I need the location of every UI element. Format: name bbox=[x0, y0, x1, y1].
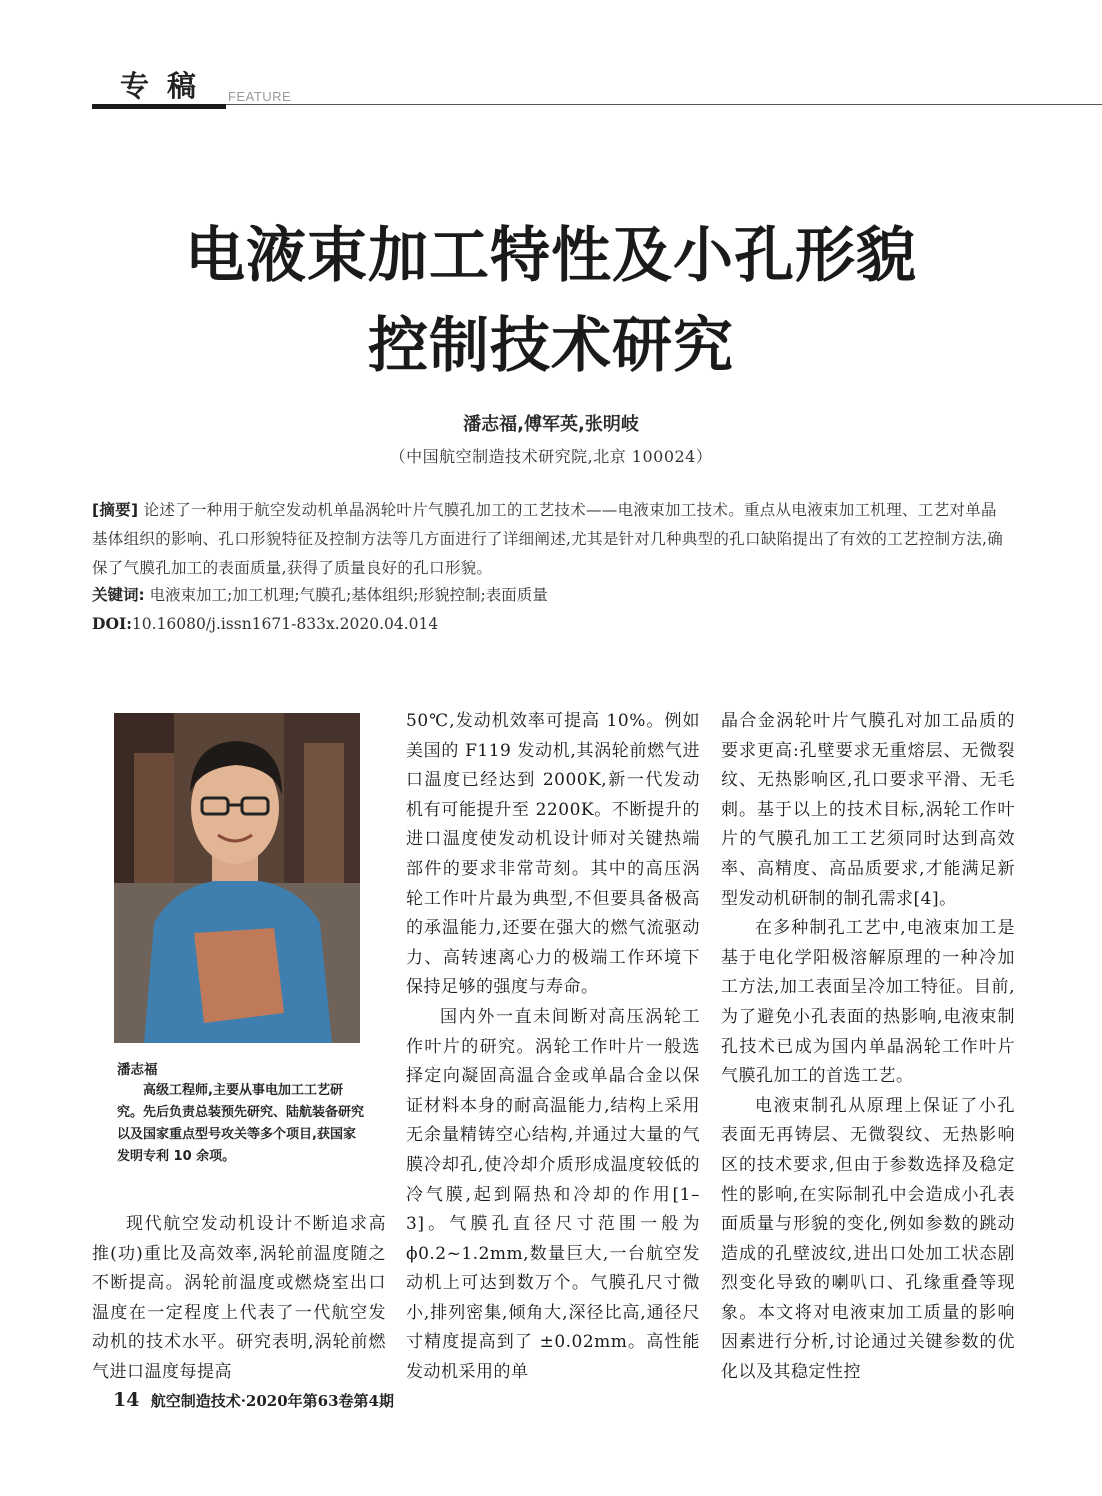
doi bbox=[92, 612, 438, 636]
paragraph: 50℃,发动机效率可提高 10%。例如美国的 F119 发动机,其涡轮前燃气进口温度已经达到 2000K,新一代发动机有可能提升至 2200K。不断提升的进口温度使发动机设计师对关键热端部件的要求非常苛刻。其中的高压涡轮工作叶片最为典型,不但要具备极高的承温能力,还要在强大的燃气流驱动力、高转速离心力的极端工作环境下保持足够的强度与寿命。 bbox=[406, 711, 700, 998]
paragraph: 现代航空发动机设计不断追求高推(功)重比及高效率,涡轮前温度随之不断提高。涡轮前温度或燃烧室出口温度在一定程度上代表了一代航空发动机的技术水平。研究表明,涡轮前燃气进口温度每提高 bbox=[92, 1214, 386, 1382]
keywords-label: 关键词: bbox=[92, 586, 145, 604]
caption-bio-text: 高级工程师,主要从事电加工工艺研究。先后负责总装预先研究、陆航装备研究以及国家重点型号攻关等多个项目,获国家发明专利 10 余项。 bbox=[117, 1083, 365, 1164]
body-column-3 bbox=[721, 707, 1015, 1388]
paragraph: 电液束制孔从原理上保证了小孔表面无再铸层、无微裂纹、无热影响区的技术要求,但由于参数选择及稳定性的影响,在实际制孔中会造成小孔表面质量与形貌的变化,例如参数的跳动造成的孔壁波纹,进出口处加工状态剧烈变化导致的喇叭口、孔缘重叠等现象。本文将对电液束加工质量的影响因素进行分析,讨论通过关键参数的优化以及其稳定性控 bbox=[721, 1095, 1015, 1383]
authors: 潘志福,傅军英,张明岐 bbox=[463, 414, 639, 435]
article-title-line-2: 控制技术研究 bbox=[368, 311, 734, 381]
keywords bbox=[92, 583, 1010, 607]
body-column-2 bbox=[406, 707, 700, 1388]
journal-info: 航空制造技术·2020年第63卷第4期 bbox=[150, 1392, 394, 1410]
body-column-1 bbox=[92, 1210, 386, 1388]
keywords-text: 电液束加工;加工机理;气膜孔;基体组织;形貌控制;表面质量 bbox=[149, 586, 548, 604]
paragraph: 在多种制孔工艺中,电液束加工是基于电化学阳极溶解原理的一种冷加工方法,加工表面呈冷加工特征。目前,为了避免小孔表面的热影响,电液束制孔技术已成为国内单晶涡轮工作叶片气膜孔加工的首选工艺。 bbox=[721, 918, 1015, 1087]
affiliation: （中国航空制造技术研究院,北京 100024） bbox=[389, 447, 713, 466]
author-photo-illustration bbox=[114, 713, 360, 1043]
abstract-text: 论述了一种用于航空发动机单晶涡轮叶片气膜孔加工的工艺技术——电液束加工技术。重点从电液束加工机理、工艺对单晶基体组织的影响、孔口形貌特征及控制方法等几方面进行了详细阐述,尤其是针对几种典型的孔口缺陷提出了有效的工艺控制方法,确保了气膜孔加工的表面质量,获得了质量良好的孔口形貌。 bbox=[92, 501, 1004, 577]
header-rule-thin bbox=[226, 104, 1102, 105]
section-label-en: FEATURE bbox=[228, 89, 292, 104]
header-rule-thick bbox=[92, 104, 226, 109]
abstract-label: [摘要] bbox=[92, 501, 139, 519]
section-label: 专稿 bbox=[120, 69, 215, 103]
doi-text: 10.16080/j.issn1671-833x.2020.04.014 bbox=[131, 615, 439, 633]
paragraph: 国内外一直未间断对高压涡轮工作叶片的研究。涡轮工作叶片一般选择定向凝固高温合金或单晶合金以保证材料本身的耐高温能力,结构上采用无余量精铸空心结构,并通过大量的气膜冷却孔,使冷却介质形成温度较低的冷气膜,起到隔热和冷却的作用[1–3]。气膜孔直径尺寸范围一般为 ϕ0.2~1.2mm,数量巨大,一台航空发动机上可达到数万个。气膜孔尺寸微小,排列密集,倾角大,深径比高,通径尺寸精度提高到了 ±0.02mm。高性能发动机采用的单 bbox=[406, 1006, 700, 1383]
caption-name: 潘志福 bbox=[117, 1062, 158, 1078]
doi-label: DOI: bbox=[92, 614, 132, 633]
page-number: 14 bbox=[113, 1389, 140, 1411]
abstract bbox=[92, 496, 1010, 583]
page-footer bbox=[113, 1389, 394, 1411]
caption-bio bbox=[117, 1080, 365, 1168]
paragraph: 晶合金涡轮叶片气膜孔对加工品质的要求更高:孔壁要求无重熔层、无微裂纹、无热影响区,孔口要求平滑、无毛刺。基于以上的技术目标,涡轮工作叶片的气膜孔加工工艺须同时达到高效率、高精度、高品质要求,才能满足新型发动机研制的制孔需求[4]。 bbox=[721, 711, 1015, 909]
article-title-line-1: 电液束加工特性及小孔形貌 bbox=[185, 221, 917, 291]
author-photo bbox=[114, 713, 360, 1043]
